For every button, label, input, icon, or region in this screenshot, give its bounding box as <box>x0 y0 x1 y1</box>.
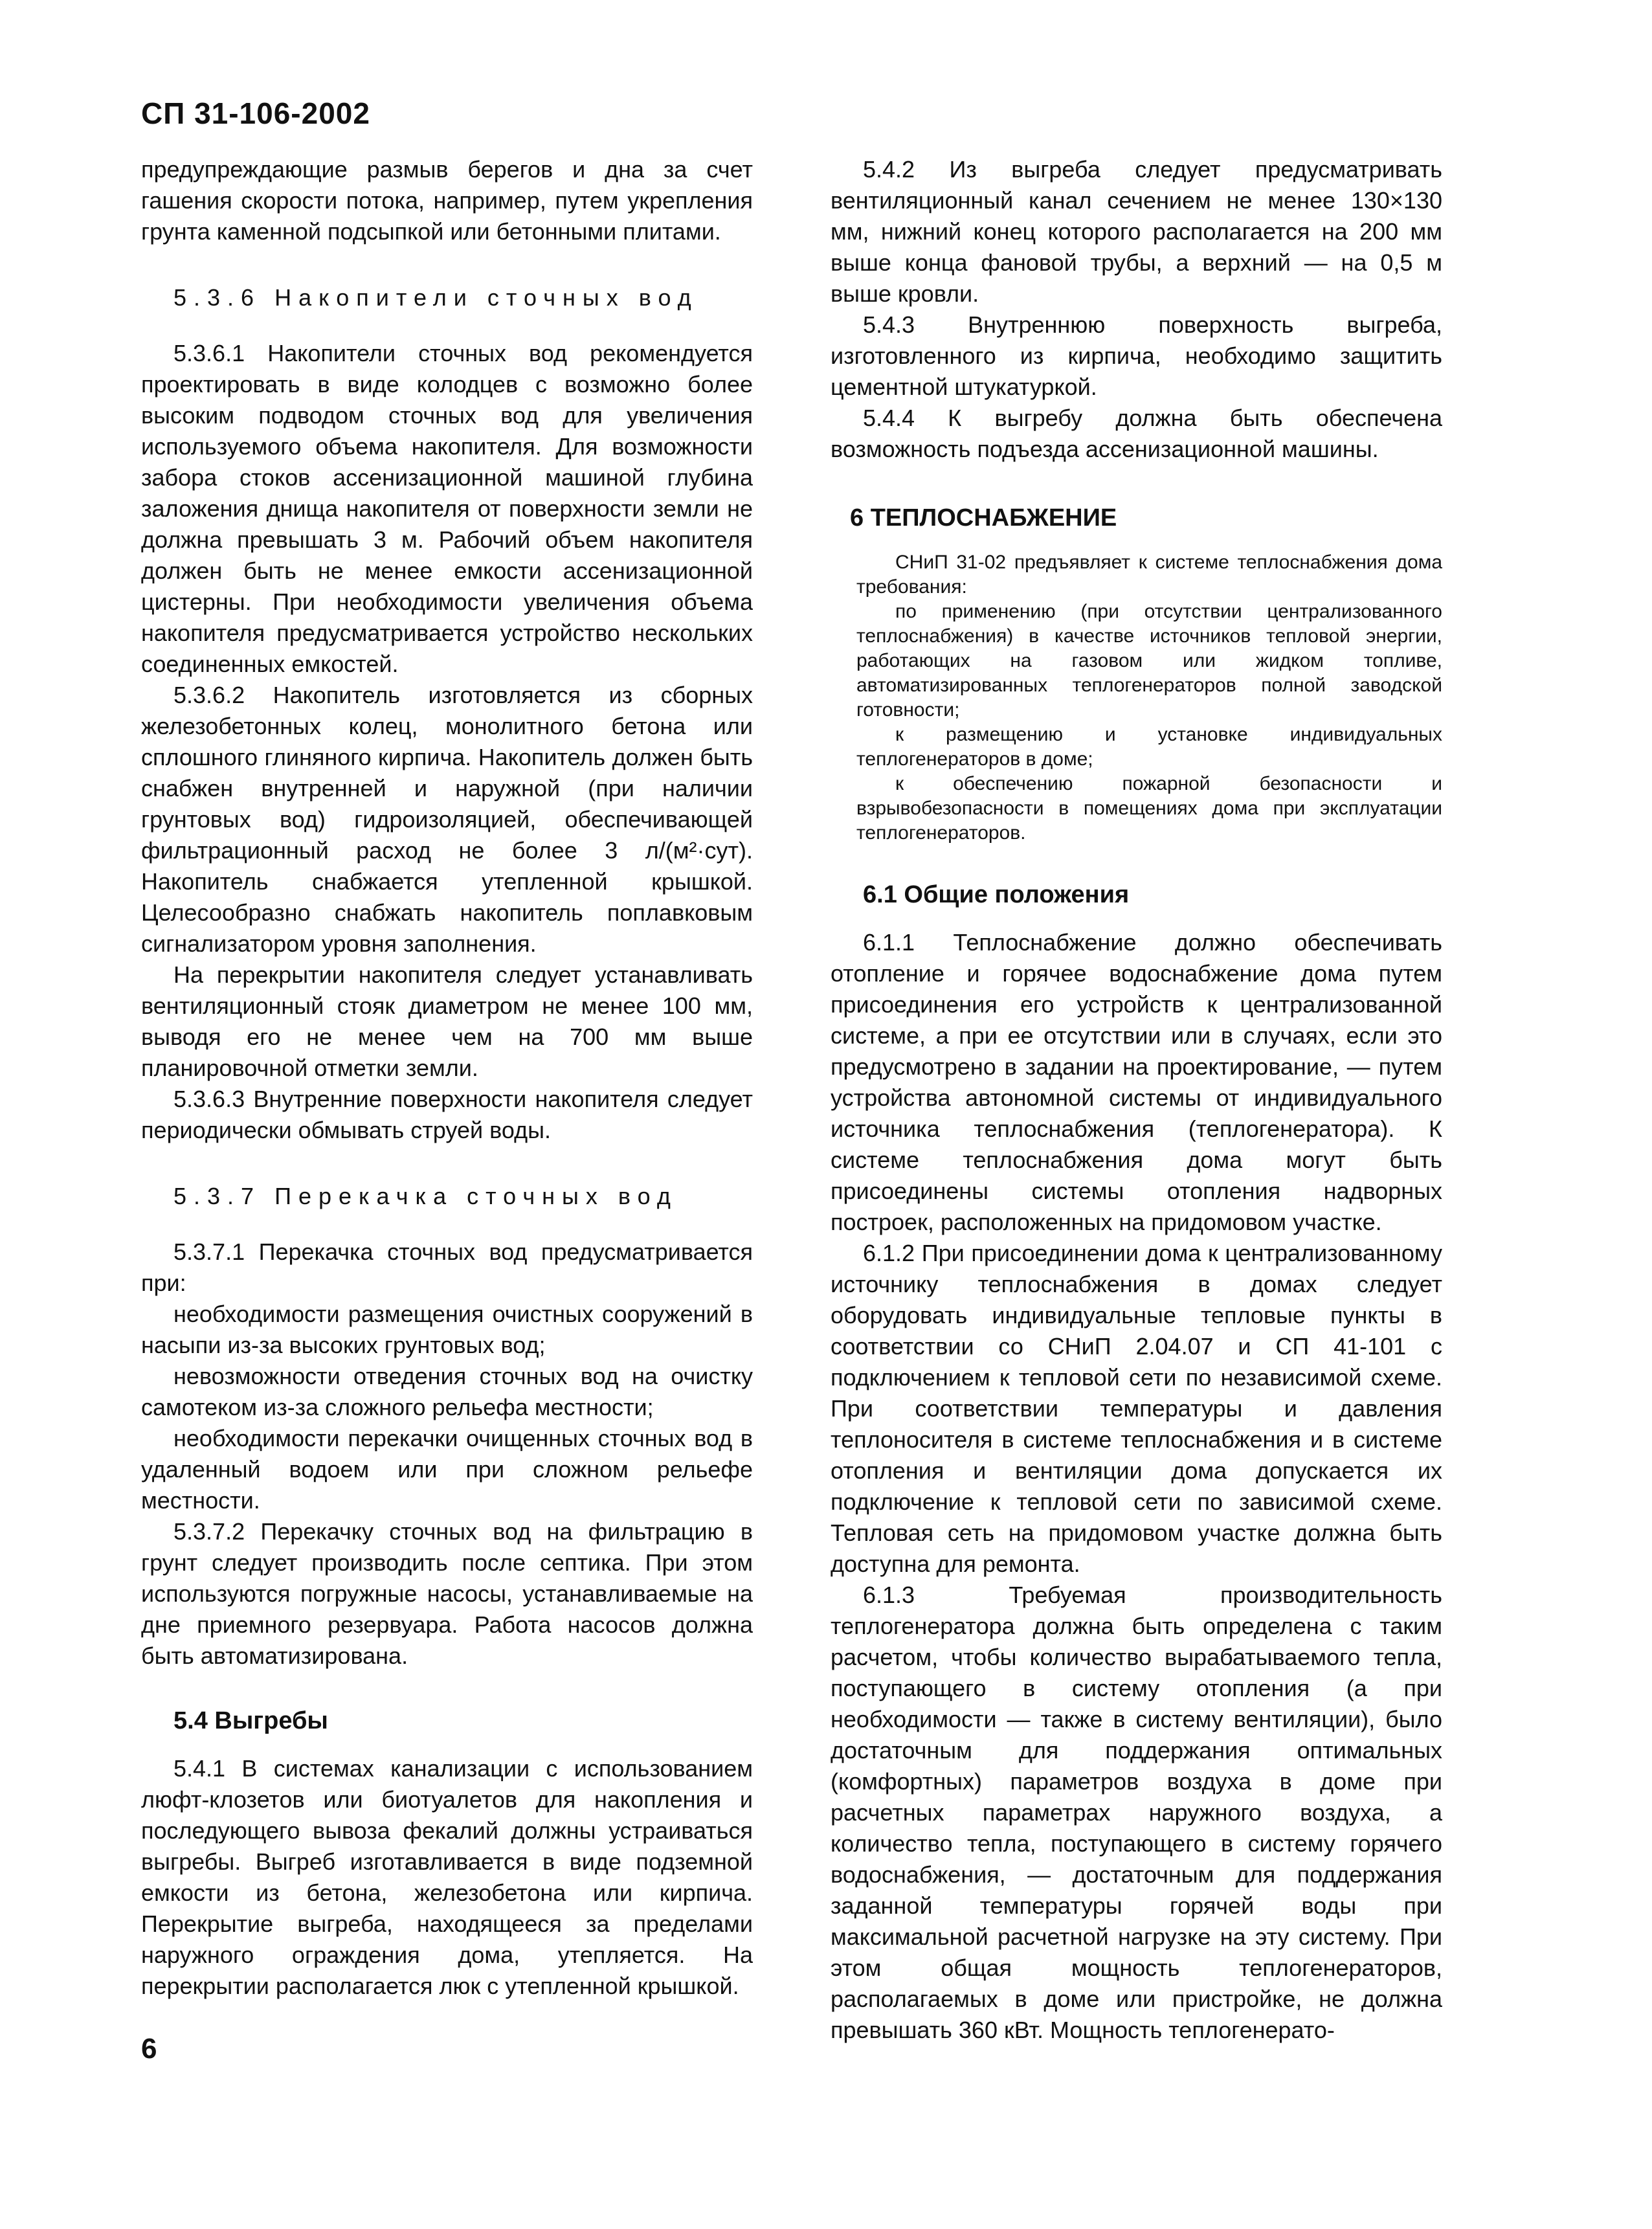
paragraph-5-3-7-1-item-a: необходимости размещения очистных сооружений в насыпи из-за высоких грунтовых вод; <box>141 1301 753 1358</box>
subsection-heading-5-3-6: 5.3.6 Накопители сточных вод <box>173 284 698 311</box>
note-item-c: к обеспечению пожарной безопасности и взрывобезопасности в помещениях дома при эксплуатации теплогенераторов. <box>856 773 1442 844</box>
paragraph-5-3-6-3: 5.3.6.3 Внутренние поверхности накопителя следует периодически обмывать струей воды. <box>141 1086 753 1143</box>
paragraph-6-1-2: 6.1.2 При присоединении дома к централизованному источнику теплоснабжения в домах следует оборудовать индивидуальные тепловые пункты в соответствии со СНиП 2.04.07 и СП 41-101 с подключением к тепловой сети по независимой схеме. При соответствии температуры и давления теплоносителя в системе теплоснабжения и в системе отопления и вентиляции дома допускается их подключение к тепловой сети по зависимой схеме. Тепловая сеть на придомовом участке должна быть доступна для ремонта. <box>831 1240 1442 1577</box>
paragraph-5-3-6-2-continued: На перекрытии накопителя следует устанавливать вентиляционный стояк диаметром не менее 100 мм, выводя его не менее чем на 700 мм выше планировочной отметки земли. <box>141 961 753 1081</box>
subsection-heading-5-3-7: 5.3.7 Перекачка сточных вод <box>173 1183 678 1209</box>
paragraph-6-1-1: 6.1.1 Теплоснабжение должно обеспечивать отопление и горячее водоснабжение дома путем присоединения его устройств к централизованной системе, а при ее отсутствии или в случаях, если это предусмотрено в задании на проектирование, — путем устройства автономной системы от индивидуального источника теплоснабжения (теплогенератора). К системе теплоснабжения дома могут быть присоединены системы отопления надворных построек, расположенных на придомовом участке. <box>831 929 1442 1235</box>
paragraph-intro: предупреждающие размыв берегов и дна за счет гашения скорости потока, например, путем укрепления грунта каменной подсыпкой или бетонными плитами. <box>141 156 753 245</box>
paragraph-5-4-1: 5.4.1 В системах канализации с использованием люфт-клозетов или биотуалетов для накопления и последующего вывоза фекалий должны устраиваться выгребы. Выгреб изготавливается в виде подземной емкости из бетона, железобетона или кирпича. Перекрытие выгреба, находящееся за пределами наружного ограждения дома, утепляется. На перекрытии располагается люк с утепленной крышкой. <box>141 1755 753 1999</box>
page-number: 6 <box>141 2033 157 2065</box>
note-intro: СНиП 31-02 предъявляет к системе теплоснабжения дома требования: <box>856 552 1442 598</box>
paragraph-5-3-7-1-item-c: необходимости перекачки очищенных сточных вод в удаленный водоем или при сложном рельефе местности. <box>141 1425 753 1514</box>
section-heading-6-1: 6.1 Общие положения <box>863 881 1130 908</box>
paragraph-5-3-6-1: 5.3.6.1 Накопители сточных вод рекомендуется проектировать в виде колодцев с возможно более высоким подводом сточных вод для увеличения используемого объема накопителя. Для возможности забора стоков ассенизационной машиной глубина заложения днища накопителя от поверхности земли не должна превышать 3 м. Рабочий объем накопителя должен быть не менее емкости ассенизационной цистерны. При необходимости увеличения объема накопителя предусматривается устройство нескольких соединенных емкостей. <box>141 340 753 677</box>
paragraph-5-4-3: 5.4.3 Внутреннюю поверхность выгреба, изготовленного из кирпича, необходимо защитить цементной штукатуркой. <box>831 311 1442 400</box>
right-column <box>831 154 1442 2046</box>
paragraph-5-3-7-1: 5.3.7.1 Перекачка сточных вод предусматривается при: <box>141 1238 753 1296</box>
left-column <box>141 154 753 2002</box>
chapter-heading-6: 6 ТЕПЛОСНАБЖЕНИЕ <box>850 504 1117 532</box>
paragraph-5-3-7-2: 5.3.7.2 Перекачку сточных вод на фильтрацию в грунт следует производить после септика. При этом используются погружные насосы, устанавливаемые на дне приемного резервуара. Работа насосов должна быть автоматизирована. <box>141 1518 753 1669</box>
document-code: СП 31-106-2002 <box>141 96 370 130</box>
paragraph-5-3-6-2: 5.3.6.2 Накопитель изготовляется из сборных железобетонных колец, монолитного бетона или сплошного глиняного кирпича. Накопитель должен быть снабжен внутренней и наружной (при наличии грунтовых вод) гидроизоляцией, обеспечивающей фильтрационный расход не более 3 л/(м²·сут). Накопитель снабжается утепленной крышкой. Целесообразно снабжать накопитель поплавковым сигнализатором уровня заполнения. <box>141 682 753 957</box>
paragraph-5-4-4: 5.4.4 К выгребу должна быть обеспечена возможность подъезда ассенизационной машины. <box>831 405 1442 462</box>
note-item-b: к размещению и установке индивидуальных теплогенераторов в доме; <box>856 724 1442 770</box>
section-heading-5-4: 5.4 Выгребы <box>173 1707 328 1734</box>
note-item-a: по применению (при отсутствии централизованного теплоснабжения) в качестве источников тепловой энергии, работающих на газовом или жидком топливе, автоматизированных теплогенераторов полной заводской готовности; <box>856 601 1442 721</box>
note-block <box>831 550 1442 846</box>
paragraph-5-3-7-1-item-b: невозможности отведения сточных вод на очистку самотеком из-за сложного рельефа местности; <box>141 1363 753 1420</box>
paragraph-6-1-3: 6.1.3 Требуемая производительность теплогенератора должна быть определена с таким расчетом, чтобы количество вырабатываемого тепла, поступающего в систему отопления (а при необходимости — также в систему вентиляции), было достаточным для поддержания оптимальных (комфортных) параметров воздуха в доме при расчетных параметрах наружного воздуха, а количество тепла, поступающего в систему горячего водоснабжения, — достаточным для поддержания заданной температуры горячей воды при максимальной расчетной нагрузке на эту систему. При этом общая мощность теплогенераторов, располагаемых в доме или пристройке, не должна превышать 360 кВт. Мощность теплогенерато- <box>831 1582 1442 2043</box>
paragraph-5-4-2: 5.4.2 Из выгреба следует предусматривать вентиляционный канал сечением не менее 130×130 мм, нижний конец которого располагается на 200 мм выше конца фановой трубы, а верхний — на 0,5 м выше кровли. <box>831 156 1442 307</box>
